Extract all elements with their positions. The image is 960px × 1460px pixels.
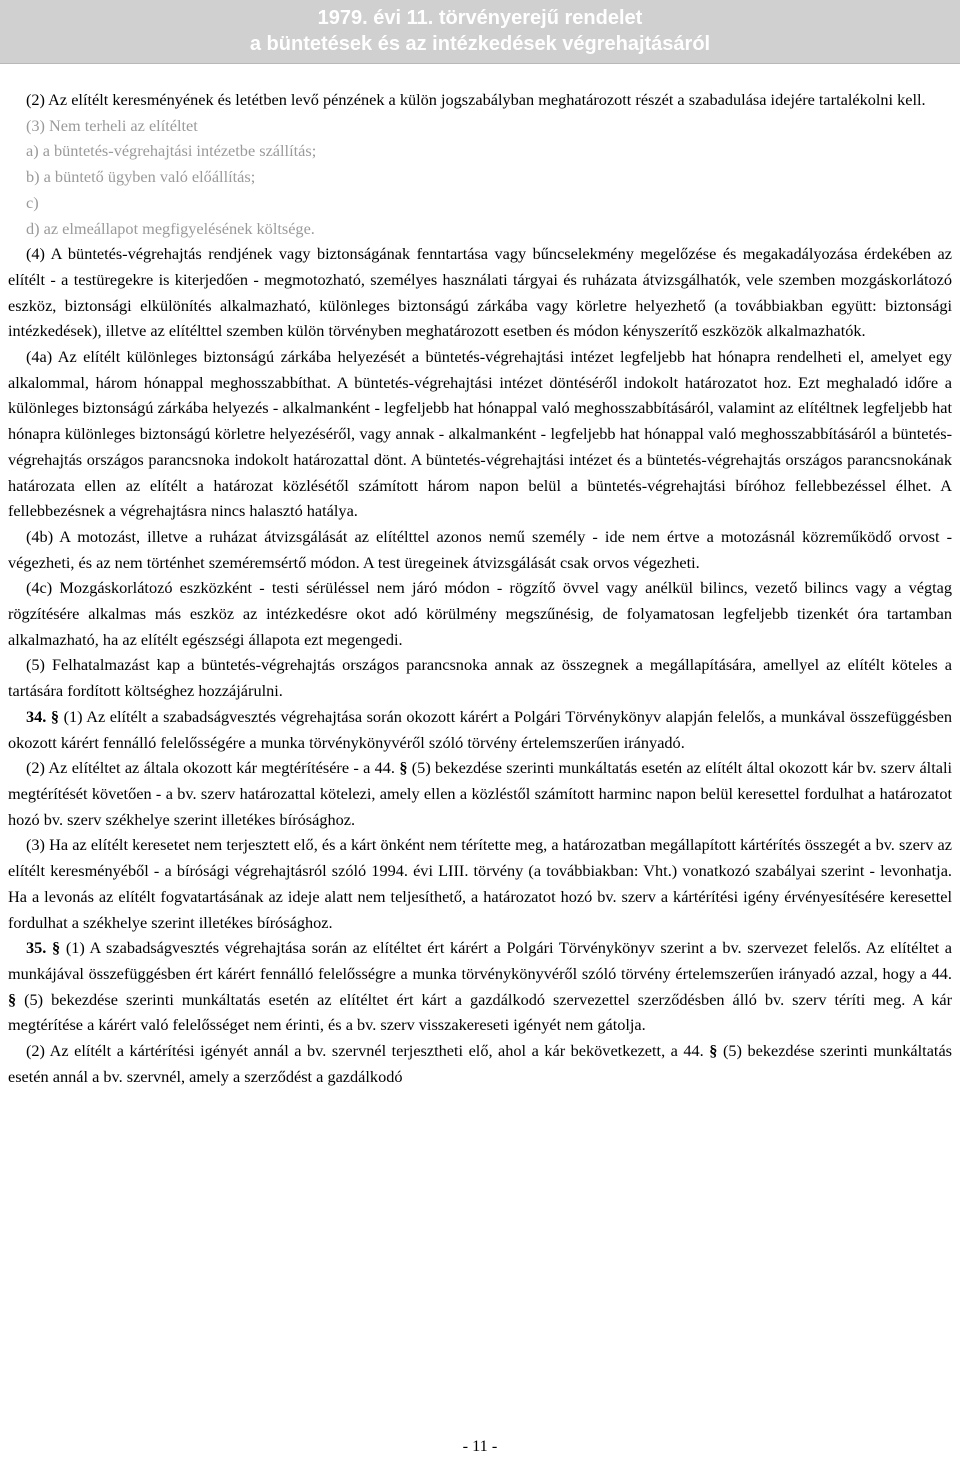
paragraph-4a: (4a) Az elítélt különleges biztonságú zárkába helyezését a büntetés-végrehajtási intézet legfeljebb hat hónapra rendelheti el, amelyet egy alkalommal, három hónappal meghosszabbíthat. A büntetés-végrehajtási intézet döntéséről indokolt határozatot hoz. Ezt meghaladó időre a különleges biztonságú zárkába helyezés - alkalmanként - legfeljebb hat hónappal való meghosszabbításáról, valamint az elítéltnek legfeljebb hat hónapra különleges biztonságú körletre helyezéséről, vagy annak - alkalmanként - legfeljebb hat hónappal való meghosszabbításáról a büntetés-végrehajtás országos parancsnoka indokolt határozattal dönt. A büntetés-végrehajtási intézet és a büntetés-végrehajtás országos parancsnokának határozata ellen az elítélt a határozat közlésétől számított három napon belül a büntetés-végrehajtási bíróhoz fellebbezéssel élhet. A fellebbezésnek a végrehajtásra nincs halasztó hatálya. bbox=[8, 347, 952, 521]
section-34-3: (3) Ha az elítélt keresetet nem terjesztett elő, és a kárt önként nem térítette meg, a határozatban megállapított kártérítés összegét a bv. szerv az elítélt keresményéből - a bírósági végrehajtásról szóló 1994. évi LIII. törvény (a továbbiakban: Vht.) vonatkozó szabályai szerint - levonhatja. Ha a levonás az elítélt fogvatartásának az ideje alatt nem teljesíthető, a határozatot hozó bv. szerv a kártérítési igény érvényesítésére keresettel fordulhat a székhelye szerint illetékes bírósághoz. bbox=[8, 835, 952, 932]
paragraph-5: (5) Felhatalmazást kap a büntetés-végrehajtás országos parancsnoka annak az összegnek a megállapítására, amellyel az elítélt köteles a tartására fordított költséghez hozzájárulni. bbox=[8, 655, 952, 701]
section-34-2 bbox=[8, 755, 952, 832]
section-sign-link[interactable]: § bbox=[399, 758, 408, 778]
header-title-line2: a büntetések és az intézkedések végrehajtásáról bbox=[249, 33, 711, 55]
paragraph-4c: (4c) Mozgáskorlátozó eszközként - testi sérüléssel nem járó módon - rögzítő övvel vagy anélkül bilincs, vezető bilincs vagy a végtag rögzítésére alkalmas más eszköz az intézkedésre okot adó körülmény megszűnésig, de folyamatosan legfeljebb tizenkét óra tartamban alkalmazható, ha az elítélt egészségi állapota ezt megengedi. bbox=[8, 578, 952, 649]
section-sign-link[interactable]: § bbox=[8, 989, 17, 1009]
section-sign-link[interactable]: § bbox=[50, 706, 60, 726]
paragraph-4: (4) A büntetés-végrehajtás rendjének vagy biztonságának fenntartása vagy bűncselekmény megelőzése és megakadályozása érdekében az elítélt - a testüregekre is kiterjedően - megmotozható, személyes használati tárgyai és ruházata átvizsgálhatók, vele szemben mozgáskorlátozó eszköz, biztonsági elkülönítés alkalmazható, különleges biztonságú zárkába vagy körletre helyezhető (a továbbiakban együtt: biztonsági intézkedések), illetve az elítélttel szemben külön törvényben meghatározott esetben és módon kényszerítő eszközök alkalmazhatók. bbox=[8, 244, 952, 341]
paragraph-3-b: b) a büntető ügyben való előállítás; bbox=[26, 167, 256, 187]
header-title-line1: 1979. évi 11. törvényerejű rendelet bbox=[317, 7, 643, 29]
paragraph-3: (3) Nem terheli az elítéltet bbox=[26, 115, 198, 135]
section-35-1-text-a: (1) A szabadságvesztés végrehajtása során az elítéltet ért kárért a Polgári Törvénykönyv szerint a bv. szervezet felelős. Az elítéltet a munkájával összefüggésben ért kárért fennálló felelősségre a munka törvénykönyvéről szóló törvény értelemszerűen irányadó azzal, hogy a 44. bbox=[8, 938, 953, 983]
section-35-1 bbox=[8, 935, 952, 1038]
section-34-1 bbox=[8, 704, 952, 755]
document-body bbox=[8, 87, 952, 1089]
paragraph-4b: (4b) A motozást, illetve a ruházat átvizsgálását az elítélttel azonos nemű személy - ide nem értve a motozásnál közreműködő orvost - végezheti, és az nem történhet szeméremsértő módon. A test üregeinek átvizsgálását csak orvos végezheti. bbox=[8, 526, 952, 572]
section-34-2-text-a: (2) Az elítéltet az általa okozott kár megtérítésére - a 44. bbox=[26, 758, 395, 778]
section-35-2-text-b: (5) bekezdése szerinti munkáltatás esetén annál a bv. szervnél, amely a szerződést a gazdálkodó bbox=[8, 1041, 953, 1086]
page-number: - 11 - bbox=[462, 1436, 498, 1455]
section-35-2 bbox=[8, 1038, 952, 1089]
paragraph-3-d: d) az elmeállapot megfigyelésének költsége. bbox=[26, 218, 315, 238]
section-sign-link[interactable]: § bbox=[709, 1041, 718, 1061]
section-sign-link[interactable]: § bbox=[52, 938, 61, 958]
section-35-number: 35. bbox=[26, 938, 47, 958]
section-34-number: 34. bbox=[26, 706, 47, 726]
document-header bbox=[0, 0, 960, 64]
paragraph-2: (2) Az elítélt keresményének és letétben levő pénzének a külön jogszabályban meghatározott részét a szabadulása idejére tartalékolni kell. bbox=[26, 90, 926, 109]
paragraph-3-a: a) a büntetés-végrehajtási intézetbe szállítás; bbox=[26, 141, 317, 161]
section-34-1-text: (1) Az elítélt a szabadságvesztés végrehajtása során okozott kárért a Polgári Törvénykönyv alapján felelős, a munkával összefüggésben okozott kárért fennálló felelősségére a munka törvénykönyvéről szóló törvény értelemszerűen irányadó. bbox=[8, 706, 952, 752]
section-35-2-text-a: (2) Az elítélt a kártérítési igényét annál a bv. szervnél terjesztheti elő, ahol a kár bekövetkezett, a 44. bbox=[26, 1041, 704, 1061]
paragraph-3-c: c) bbox=[26, 192, 39, 212]
section-34-2-text-b: (5) bekezdése szerinti munkáltatás esetén az elítélt által okozott kár bv. szerv általi megtérítését követően - a bv. szerv határozattal kötelezi, amely ellen a közléstől számított harminc napon belül keresettel fordulhat a határozatot hozó bv. szerv székhelye szerint illetékes bírósághoz. bbox=[8, 758, 952, 829]
section-35-1-text-b: (5) bekezdése szerinti munkáltatás esetén az elítéltet ért kárt a gazdálkodó szervezettel szerződésben álló bv. szerv téríti meg. A kár megtérítése a kárért való felelősséget nem érinti, és a bv. szerv visszakereseti igényét nem gátolja. bbox=[8, 989, 953, 1035]
